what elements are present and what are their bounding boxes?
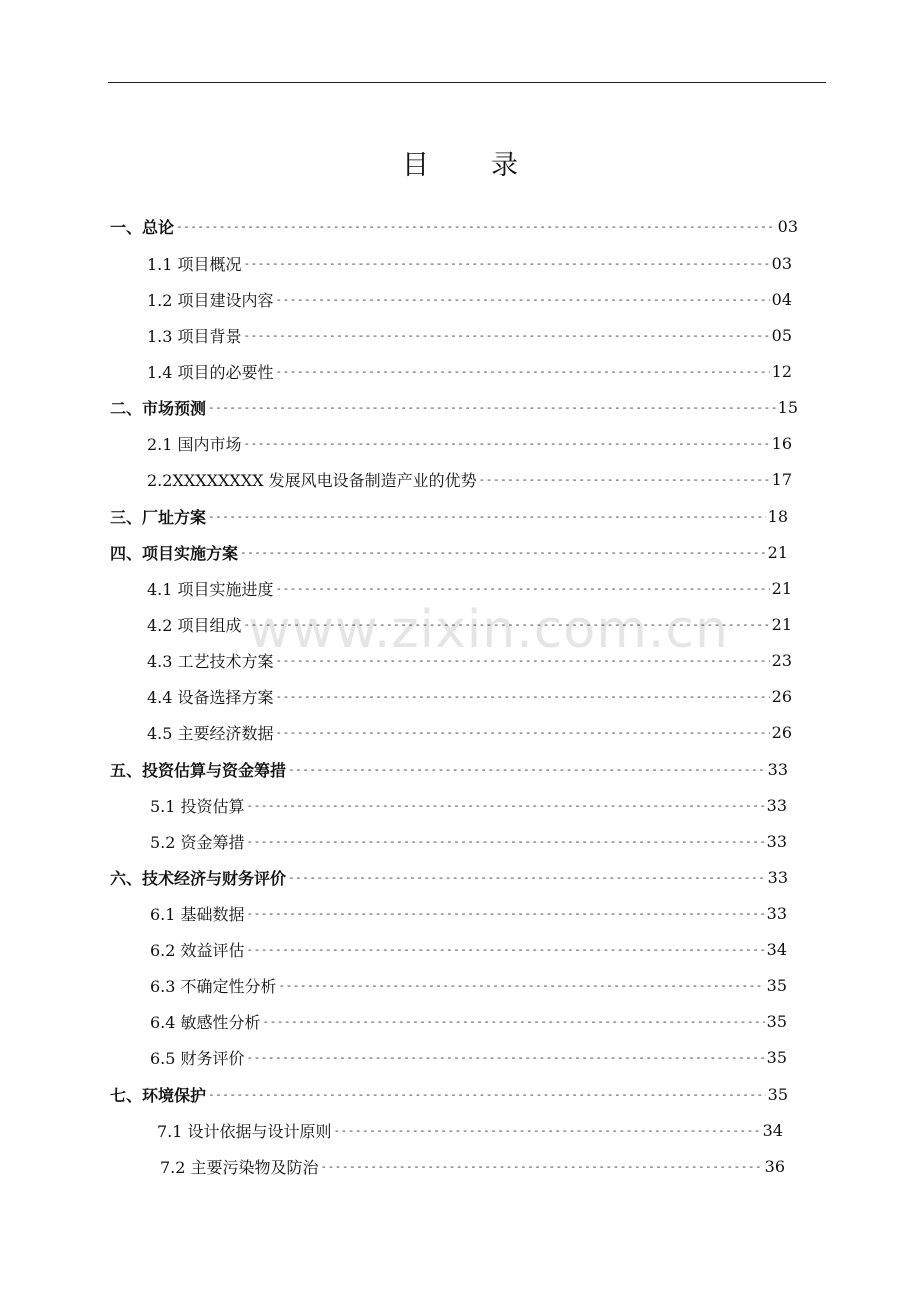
toc-entry[interactable]: [110, 504, 788, 528]
toc-entry-page: 33: [766, 795, 787, 815]
toc-entry[interactable]: [147, 359, 792, 383]
toc-leader: [276, 365, 770, 378]
toc-entry[interactable]: [147, 612, 792, 636]
toc-entry-label: 六、技术经济与财务评价: [110, 868, 287, 888]
toc-entry-page: 21: [771, 578, 792, 598]
toc-entry-page: 21: [767, 542, 788, 562]
toc-leader: [288, 871, 766, 884]
toc-leader: [244, 618, 770, 631]
toc-entry[interactable]: [150, 901, 787, 925]
toc-entry-page: 34: [766, 939, 787, 959]
toc-entry-page: 36: [764, 1156, 785, 1176]
toc-entry-page: 03: [777, 216, 798, 236]
toc-leader: [288, 763, 766, 776]
toc-entry[interactable]: [110, 395, 798, 419]
toc-entry[interactable]: [110, 214, 798, 238]
title-char-left: 目: [402, 150, 429, 181]
toc-leader: [208, 401, 776, 414]
toc-entry[interactable]: [147, 576, 792, 600]
toc-entry-page: 35: [766, 1011, 787, 1031]
toc-entry[interactable]: [150, 937, 787, 961]
toc-leader: [247, 943, 765, 956]
toc-entry-label: 7.1 设计依据与设计原则: [157, 1121, 332, 1141]
toc-entry[interactable]: [110, 757, 788, 781]
toc-leader: [479, 473, 770, 486]
toc-leader: [279, 979, 765, 992]
toc-leader: [321, 1160, 763, 1173]
toc-leader: [247, 907, 765, 920]
toc-entry-label: 4.4 设备选择方案: [147, 687, 274, 707]
toc-entry-page: 21: [771, 614, 792, 634]
toc-entry[interactable]: [147, 684, 792, 708]
page-title: [0, 143, 920, 182]
toc-entry-label: 4.5 主要经济数据: [147, 723, 274, 743]
toc-entry-page: 16: [771, 433, 792, 453]
toc-leader: [244, 437, 770, 450]
toc-entry-label: 2.2XXXXXXXX 发展风电设备制造产业的优势: [147, 470, 477, 490]
toc-entry-page: 35: [766, 975, 787, 995]
toc-entry-label: 4.2 项目组成: [147, 615, 242, 635]
toc-entry-page: 33: [766, 831, 787, 851]
toc-entry[interactable]: [150, 1045, 787, 1069]
toc-leader: [247, 799, 765, 812]
toc-entry-page: 33: [766, 903, 787, 923]
toc-leader: [263, 1015, 765, 1028]
toc-entry-page: 03: [771, 253, 792, 273]
toc-entry-label: 1.3 项目背景: [147, 326, 242, 346]
toc-entry-label: 1.4 项目的必要性: [147, 362, 274, 382]
header-rule: [108, 82, 826, 83]
watermark: www.zixin.com.cn: [248, 600, 729, 660]
toc-entry-label: 6.5 财务评价: [150, 1048, 245, 1068]
toc-leader: [208, 1088, 766, 1101]
toc-entry[interactable]: [147, 720, 792, 744]
toc-leader: [276, 726, 770, 739]
title-char-right: 录: [491, 150, 518, 181]
toc-entry-page: 15: [777, 397, 798, 417]
toc-entry-page: 26: [771, 686, 792, 706]
toc-entry-label: 6.1 基础数据: [150, 904, 245, 924]
toc-entry-label: 1.1 项目概况: [147, 254, 242, 274]
toc-entry-label: 6.3 不确定性分析: [150, 976, 277, 996]
toc-entry-label: 5.1 投资估算: [150, 796, 245, 816]
toc-entry-page: 26: [771, 722, 792, 742]
toc-entry[interactable]: [150, 793, 787, 817]
toc-entry-label: 一、总论: [110, 217, 175, 237]
toc-entry[interactable]: [147, 287, 792, 311]
toc-entry-label: 2.1 国内市场: [147, 434, 242, 454]
toc-entry-page: 35: [766, 1047, 787, 1067]
toc-entry-label: 四、项目实施方案: [110, 543, 239, 563]
toc-entry-page: 04: [771, 289, 792, 309]
toc-leader: [276, 690, 770, 703]
toc-leader: [247, 835, 765, 848]
toc-leader: [244, 329, 770, 342]
toc-entry[interactable]: [147, 251, 792, 275]
toc-entry[interactable]: [110, 540, 788, 564]
toc-entry[interactable]: [150, 973, 787, 997]
toc-entry-page: 35: [767, 1084, 788, 1104]
toc-entry[interactable]: [150, 1009, 787, 1033]
toc-entry-label: 6.2 效益评估: [150, 940, 245, 960]
toc-entry-label: 五、投资估算与资金筹措: [110, 760, 287, 780]
toc-entry-page: 05: [771, 325, 792, 345]
toc-entry-label: 二、市场预测: [110, 398, 207, 418]
toc-entry-page: 23: [771, 650, 792, 670]
toc-entry-label: 5.2 资金筹措: [150, 832, 245, 852]
toc-entry[interactable]: [110, 1082, 788, 1106]
toc-entry-label: 七、环境保护: [110, 1085, 207, 1105]
toc-entry[interactable]: [157, 1118, 783, 1142]
toc-entry-page: 18: [767, 506, 788, 526]
toc-entry-label: 1.2 项目建设内容: [147, 290, 274, 310]
toc-entry-label: 7.2 主要污染物及防治: [160, 1157, 319, 1177]
toc-entry-page: 12: [771, 361, 792, 381]
toc-leader: [276, 293, 770, 306]
toc-entry-label: 6.4 敏感性分析: [150, 1012, 261, 1032]
toc-leader: [176, 220, 776, 233]
toc-entry[interactable]: [147, 431, 792, 455]
toc-leader: [240, 546, 766, 559]
toc-entry-page: 34: [762, 1120, 783, 1140]
toc-entry[interactable]: [147, 323, 792, 347]
toc-entry[interactable]: [147, 648, 792, 672]
toc-entry[interactable]: [160, 1154, 785, 1178]
toc-entry[interactable]: [150, 829, 787, 853]
toc-entry-page: 17: [771, 469, 792, 489]
toc-leader: [334, 1124, 761, 1137]
toc-leader: [276, 654, 770, 667]
toc-entry[interactable]: [147, 467, 792, 491]
toc-entry-page: 33: [767, 759, 788, 779]
toc-entry[interactable]: [110, 865, 788, 889]
toc-leader: [208, 510, 766, 523]
toc-entry-page: 33: [767, 867, 788, 887]
toc-entry-label: 4.3 工艺技术方案: [147, 651, 274, 671]
toc-leader: [247, 1051, 765, 1064]
toc-leader: [276, 582, 770, 595]
toc-entry-label: 4.1 项目实施进度: [147, 579, 274, 599]
toc-leader: [244, 257, 770, 270]
toc-entry-label: 三、厂址方案: [110, 507, 207, 527]
